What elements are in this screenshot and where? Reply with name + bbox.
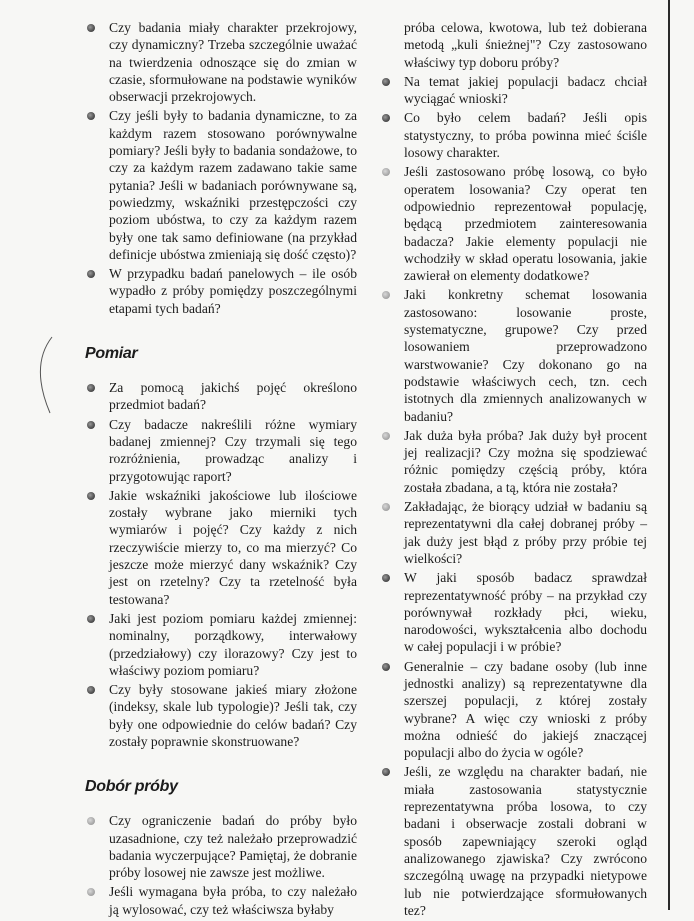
list-item: Jeśli zastosowano próbę losową, co było operatem losowania? Czy operat ten odpowiednio reprezentował populację, będącą przedmiotem zainteresowania badacza? Jakie elementy populacji nie wchodziły w skład operatu losowania, jakie zawierał on elementy dodatkowe? <box>380 163 647 284</box>
list-item: W jaki sposób badacz sprawdzał reprezentatywność próby – na przykład czy porównywał rozkłady płci, wieku, narodowości, wykształcenia albo dochodu w całej populacji i w próbie? <box>380 569 647 655</box>
list-item: Na temat jakiej populacji badacz chciał wyciągać wnioski? <box>380 73 647 108</box>
list-item: Czy jeśli były to badania dynamiczne, to za każdym razem stosowano porównywalne pomiary? Jeśli były to badania sondażowe, to czy za każdym razem zadawano takie same pytania? Jeśli w badaniach porównywane są, powiedzmy, wskaźniki przestępczości czy poziom ubóstwa, to czy za każdym razem były one tak samo definiowane (na przykład definicje ubóstwa zmieniają się dość często)? <box>85 107 357 263</box>
list-item: Zakładając, że biorący udział w badaniu są reprezentatywni dla całej dobranej próby – jak duży jest błąd z próby przy próbie tej wielkości? <box>380 498 647 567</box>
bullet-icon <box>87 492 95 500</box>
page-edge-line <box>668 0 670 910</box>
bullet-icon <box>382 291 390 299</box>
question-list-right <box>380 19 647 919</box>
bullet-icon <box>382 78 390 86</box>
list-item: Jakie wskaźniki jakościowe lub ilościowe zostały wybrane jako mierniki tych wymiarów i pojęć? Czy każdy z nich rzeczywiście mierzy to, co ma mierzyć? Co jeszcze może mierzyć dany wskaźnik? Czy jest on rzetelny? Czy ta rzetelność była testowana? <box>85 487 357 608</box>
bullet-icon <box>87 270 95 278</box>
margin-pencil-mark <box>36 335 56 415</box>
list-item: Generalnie – czy badane osoby (lub inne jednostki analizy) są reprezentatywne dla szerszej populacji, z której zostały wybrane? A więc czy wnioski z próby można odnieść do jakiejś znaczącej populacji albo do życia w ogóle? <box>380 658 647 762</box>
bullet-icon <box>87 817 95 825</box>
question-list-dobor <box>85 812 357 918</box>
bullet-icon <box>382 663 390 671</box>
bullet-icon <box>87 112 95 120</box>
bullet-icon <box>382 768 390 776</box>
list-item: Czy badania miały charakter przekrojowy, czy dynamiczny? Trzeba szczególnie uważać na twierdzenia odnoszące się do zmian w czasie, sformułowane na podstawie wyników obserwacji przekrojowych. <box>85 19 357 105</box>
list-item: Czy ograniczenie badań do próby było uzasadnione, czy też należało przeprowadzić badania wyczerpujące? Pamiętaj, że dobranie próby losowej nie zawsze jest możliwe. <box>85 812 357 881</box>
section-heading-dobor-proby: Dobór próby <box>85 778 178 796</box>
question-list-top <box>85 19 357 317</box>
bullet-icon <box>382 432 390 440</box>
list-item: Jeśli, ze względu na charakter badań, nie miała zastosowania statystycznie reprezentatywna próba losowa, to czy badani i obserwacje zostali dobrani w sposób zapewniający szeroki ogląd analizowanego zjawiska? Czy zwrócono szczególną uwagę na przypadki nietypowe lub nie potwierdzające sformułowanych tez? <box>380 763 647 919</box>
section-heading-pomiar: Pomiar <box>85 345 138 363</box>
bullet-icon <box>87 615 95 623</box>
bullet-icon <box>382 574 390 582</box>
bullet-icon <box>87 421 95 429</box>
right-column <box>380 19 647 921</box>
bullet-icon <box>87 686 95 694</box>
left-column <box>85 19 357 920</box>
list-item: Jaki jest poziom pomiaru każdej zmiennej: nominalny, porządkowy, interwałowy (przedziałowy) czy ilorazowy? Czy jest to właściwy poziom pomiaru? <box>85 610 357 679</box>
list-item: Jak duża była próba? Jak duży był procent jej realizacji? Czy można się spodziewać różnic pomiędzy częścią próby, która została zbadana, a tą, która nie została? <box>380 427 647 496</box>
bullet-icon <box>87 384 95 392</box>
bullet-icon <box>382 114 390 122</box>
bullet-icon <box>382 503 390 511</box>
bullet-icon <box>382 168 390 176</box>
list-item: Za pomocą jakichś pojęć określono przedmiot badań? <box>85 379 357 414</box>
list-item: Co było celem badań? Jeśli opis statystyczny, to próba powinna mieć ściśle losowy charakter. <box>380 109 647 161</box>
list-item: Czy były stosowane jakieś miary złożone (indeksy, skale lub typologie)? Jeśli tak, czy były one odpowiednie do celów badań? Czy zostały poprawnie skonstruowane? <box>85 681 357 750</box>
list-item: Jaki konkretny schemat losowania zastosowano: losowanie proste, systematyczne, grupowe? Czy przed losowaniem przeprowadzono warstwowanie? Czy dokonano go na podstawie właściwych cech, tzn. cech istotnych dla zmiennych analizowanych w badaniu? <box>380 286 647 424</box>
list-item-continuation: próba celowa, kwotowa, lub też dobierana metodą „kuli śnieżnej"? Czy zastosowano właściwy typ doboru próby? <box>404 20 647 70</box>
list-item: W przypadku badań panelowych – ile osób wypadło z próby pomiędzy poszczególnymi etapami tych badań? <box>85 265 357 317</box>
question-list-pomiar <box>85 379 357 750</box>
list-item: Czy badacze nakreślili różne wymiary badanej zmiennej? Czy trzymali się tego rozróżnienia, prowadząc analizy i przygotowując raport? <box>85 416 357 485</box>
bullet-icon <box>87 24 95 32</box>
list-item: Jeśli wymagana była próba, to czy należało ją wylosować, czy też właściwsza byłaby <box>85 883 357 918</box>
bullet-icon <box>87 888 95 896</box>
